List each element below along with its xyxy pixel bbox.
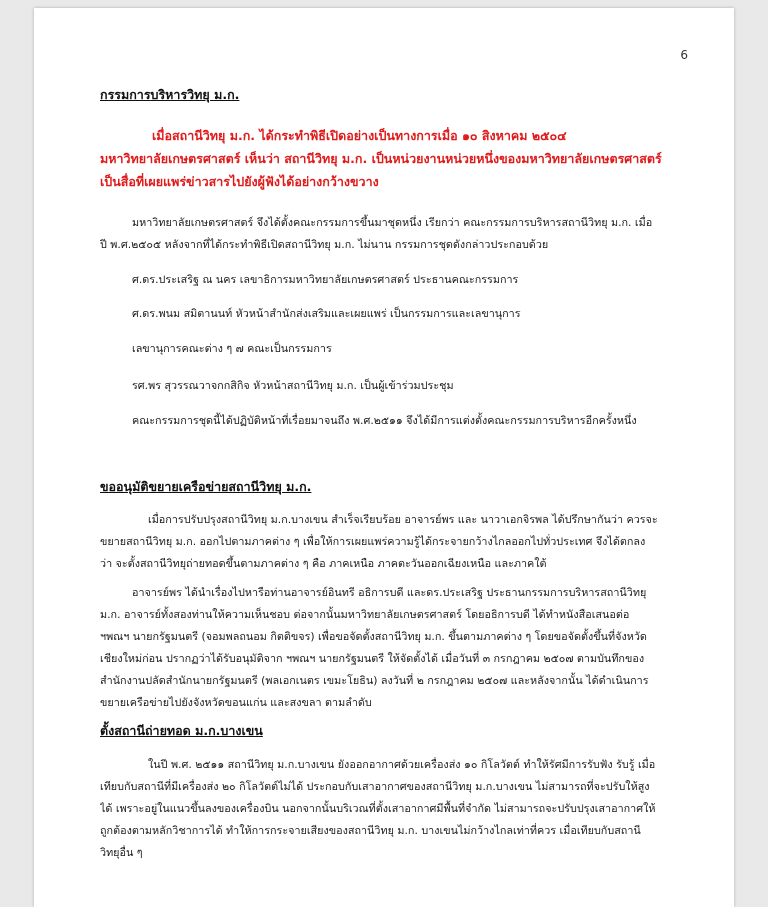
highlight-line: เมื่อสถานีวิทยุ ม.ก. ได้กระทำพิธีเปิดอย่างเป็นทางการเมื่อ ๑๐ สิงหาคม ๒๕๐๔ [152,128,567,143]
body-text-line: ขยายเครือข่ายไปยังจังหวัดขอนแก่น และสงขลา ตามลำดับ [100,696,372,709]
member-line: ศ.ดร.พนม สมิตานนท์ หัวหน้าสำนักส่งเสริมและเผยแพร่ เป็นกรรมการและเลขานุการ [132,307,521,320]
body-text-line: ปี พ.ศ.๒๕๐๕ หลังจากที่ได้กระทำพิธีเปิดสถานีวิทยุ ม.ก. ไม่นาน กรรมการชุดดังกล่าวประกอบด้วย [100,238,549,251]
body-text-line: เชียงใหม่ก่อน ปรากฏว่าได้รับอนุมัติจาก ฯพณฯ นายกรัฐมนตรี ให้จัดตั้งได้ เมื่อวันที่ ๓ กรกฎาคม ๒๕๐๗ ตามบันทึกของ [100,652,645,665]
body-text-line: สำนักงานปลัดสำนักนายกรัฐมนตรี (พลเอกเนตร เขมะโยธิน) ลงวันที่ ๒ กรกฎาคม ๒๕๐๗ และหลังจากนั้น ได้ดำเนินการ [100,674,649,687]
body-text-line: วิทยุอื่น ๆ [100,846,143,859]
closing-line: คณะกรรมการชุดนี้ได้ปฏิบัติหน้าที่เรื่อยมาจนถึง พ.ศ.๒๕๑๑ จึงได้มีการแต่งตั้งคณะกรรมการบริหารอีกครั้งหนึ่ง [132,414,637,427]
body-text-line: ว่า จะตั้งสถานีวิทยุถ่ายทอดขึ้นตามภาคต่าง ๆ คือ ภาคเหนือ ภาคตะวันออกเฉียงเหนือ และภาคใต้ [100,557,547,570]
section-heading-expansion: ขออนุมัติขยายเครือข่ายสถานีวิทยุ ม.ก. [100,479,312,494]
body-text-line: ม.ก. อาจารย์ทั้งสองท่านให้ความเห็นชอบ ต่อจากนั้นมหาวิทยาลัยเกษตรศาสตร์ โดยอธิการบดี ได้ทำหนังสือเสนอต่อ [100,608,630,621]
member-line: เลขานุการคณะต่าง ๆ ๗ คณะเป็นกรรมการ [132,342,332,355]
body-text-line: มหาวิทยาลัยเกษตรศาสตร์ จึงได้ตั้งคณะกรรมการขึ้นมาชุดหนึ่ง เรียกว่า คณะกรรมการบริหารสถานีวิทยุ ม.ก. เมื่อ [132,216,653,229]
document-page [34,8,734,907]
body-text-line: อาจารย์พร ได้นำเรื่องไปหารือท่านอาจารย์อินทรี อธิการบดี และดร.ประเสริฐ ประธานกรรมการบริหารสถานีวิทยุ [132,586,647,599]
body-text-line: ขยายสถานีวิทยุ ม.ก. ออกไปตามภาคต่าง ๆ เพื่อให้การเผยแพร่ความรู้ได้กระจายกว้างไกลออกไปทั่วประเทศ จึงได้ตกลง [100,535,646,548]
body-text-line: เทียบกับสถานีที่มีเครื่องส่ง ๒๐ กิโลวัตต์ไม่ได้ ประกอบกับเสาอากาศของสถานีวิทยุ ม.ก.บางเขน ไม่สามารถที่จะปรับให้สูง [100,780,650,793]
section-heading-committee: กรรมการบริหารวิทยุ ม.ก. [100,87,240,102]
highlight-line: มหาวิทยาลัยเกษตรศาสตร์ เห็นว่า สถานีวิทยุ ม.ก. เป็นหน่วยงานหน่วยหนึ่งของมหาวิทยาลัยเกษตรศาสตร์ [100,151,662,166]
body-text-line: เมื่อการปรับปรุงสถานีวิทยุ ม.ก.บางเขน สำเร็จเรียบร้อย อาจารย์พร และ นาวาเอกจิรพล ได้ปรึกษากันว่า ควรจะ [148,513,658,526]
member-line: ศ.ดร.ประเสริฐ ณ นคร เลขาธิการมหาวิทยาลัยเกษตรศาสตร์ ประธานคณะกรรมการ [132,273,519,286]
section-heading-relay-station: ตั้งสถานีถ่ายทอด ม.ก.บางเขน [100,723,263,738]
member-line: รศ.พร สุวรรณวาจกกสิกิจ หัวหน้าสถานีวิทยุ ม.ก. เป็นผู้เข้าร่วมประชุม [132,379,454,392]
body-text-line: ถูกต้องตามหลักวิชาการได้ ทำให้การกระจายเสียงของสถานีวิทยุ ม.ก. บางเขนไม่กว้างไกลเท่าที่ควร เมื่อเทียบกับสถานี [100,824,641,837]
body-text-line: ในปี พ.ศ. ๒๕๑๑ สถานีวิทยุ ม.ก.บางเขน ยังออกอากาศด้วยเครื่องส่ง ๑๐ กิโลวัตต์ ทำให้รัศมีการรับฟัง รับรู้ เมื่อ [148,758,656,771]
body-text-line: ได้ เพราะอยู่ในแนวขึ้นลงของเครื่องบิน นอกจากนั้นบริเวณที่ตั้งเสาอากาศมีพื้นที่จำกัด ไม่สามารถจะปรับปรุงเสาอากาศให้ [100,802,656,815]
page-number: 6 [680,48,688,62]
body-text-line: ฯพณฯ นายกรัฐมนตรี (จอมพลถนอม กิตติขจร) เพื่อขอจัดตั้งสถานีวิทยุ ม.ก. ขึ้นตามภาคต่าง ๆ โดยขอจัดตั้งขึ้นที่จังหวัด [100,630,647,643]
highlight-line: เป็นสื่อที่เผยแพร่ข่าวสารไปยังผู้ฟังได้อย่างกว้างขวาง [100,174,379,189]
